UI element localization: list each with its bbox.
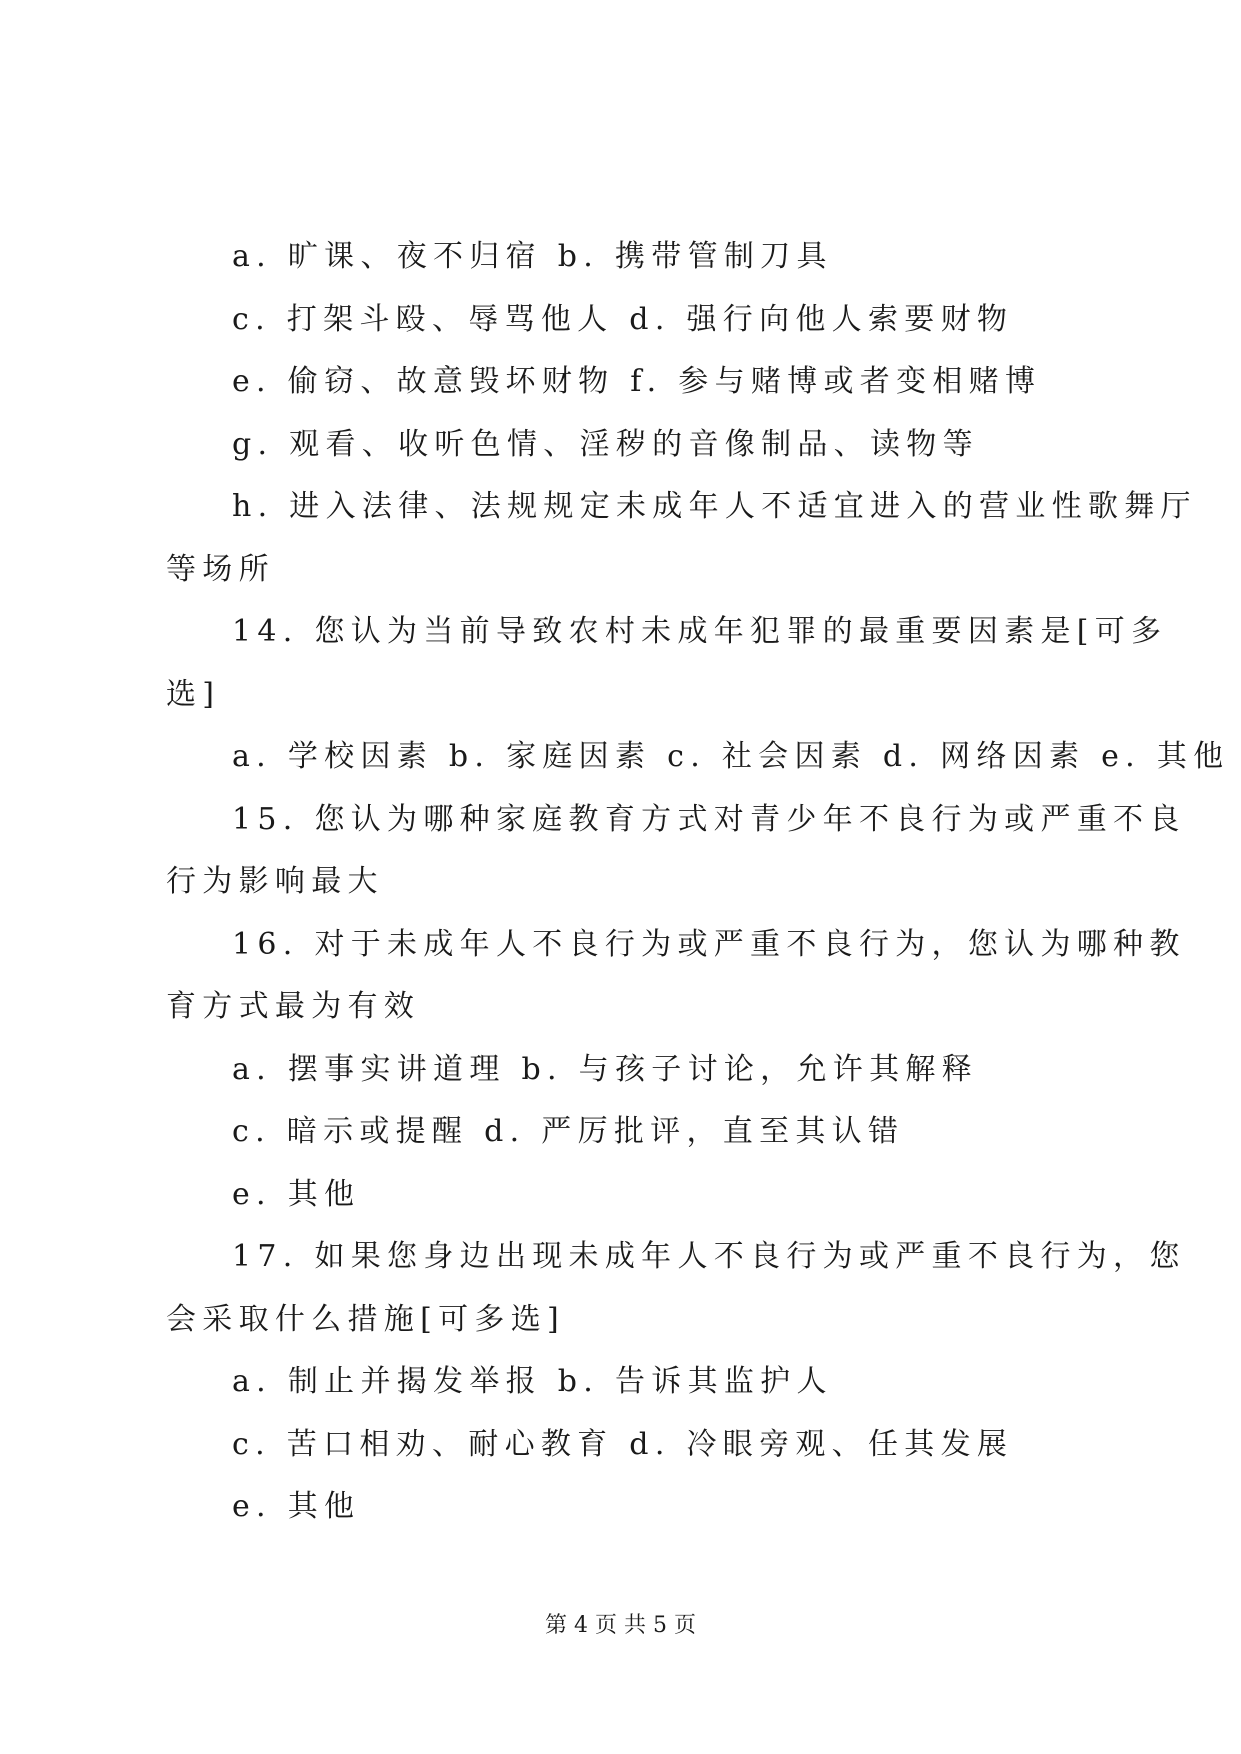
option-line: a. 制止并揭发举报 b. 告诉其监护人 [232, 1364, 833, 1399]
question-16: 16. 对于未成年人不良行为或严重不良行为，您认为哪种教 [232, 926, 1186, 962]
question-17-continuation: 会采取什么措施[可多选] [166, 1301, 566, 1337]
option-line: c. 打架斗殴、辱骂他人 d. 强行向他人索要财物 [232, 301, 1014, 337]
question-15: 15. 您认为哪种家庭教育方式对青少年不良行为或严重不良 [232, 801, 1186, 837]
option-line: e. 偷窃、故意毁坏财物 f. 参与赌博或者变相赌博 [232, 364, 1042, 399]
option-line: g. 观看、收听色情、淫秽的音像制品、读物等 [232, 426, 979, 462]
question-14: 14. 您认为当前导致农村未成年犯罪的最重要因素是[可多 [232, 614, 1168, 649]
option-line: h. 进入法律、法规规定未成年人不适宜进入的营业性歌舞厅 [232, 489, 1197, 524]
option-line: a. 摆事实讲道理 b. 与孩子讨论，允许其解释 [232, 1051, 978, 1087]
option-line: e. 其他 [232, 1489, 361, 1524]
question-16-continuation: 育方式最为有效 [166, 989, 421, 1024]
option-line: a. 旷课、夜不归宿 b. 携带管制刀具 [232, 239, 833, 274]
question-14-continuation: 选] [166, 676, 221, 712]
option-line: c. 暗示或提醒 d. 严厉批评，直至其认错 [232, 1114, 905, 1149]
page-number-footer: 第 4 页 共 5 页 [545, 1613, 696, 1638]
option-line: c. 苦口相劝、耐心教育 d. 冷眼旁观、任其发展 [232, 1426, 1014, 1462]
question-17: 17. 如果您身边出现未成年人不良行为或严重不良行为，您 [232, 1239, 1186, 1274]
document-body [166, 226, 1230, 1539]
option-line-continuation: 等场所 [166, 551, 275, 587]
option-line: a. 学校因素 b. 家庭因素 c. 社会因素 d. 网络因素 e. 其他 [232, 739, 1230, 774]
option-line: e. 其他 [232, 1176, 361, 1212]
question-15-continuation: 行为影响最大 [166, 864, 384, 899]
